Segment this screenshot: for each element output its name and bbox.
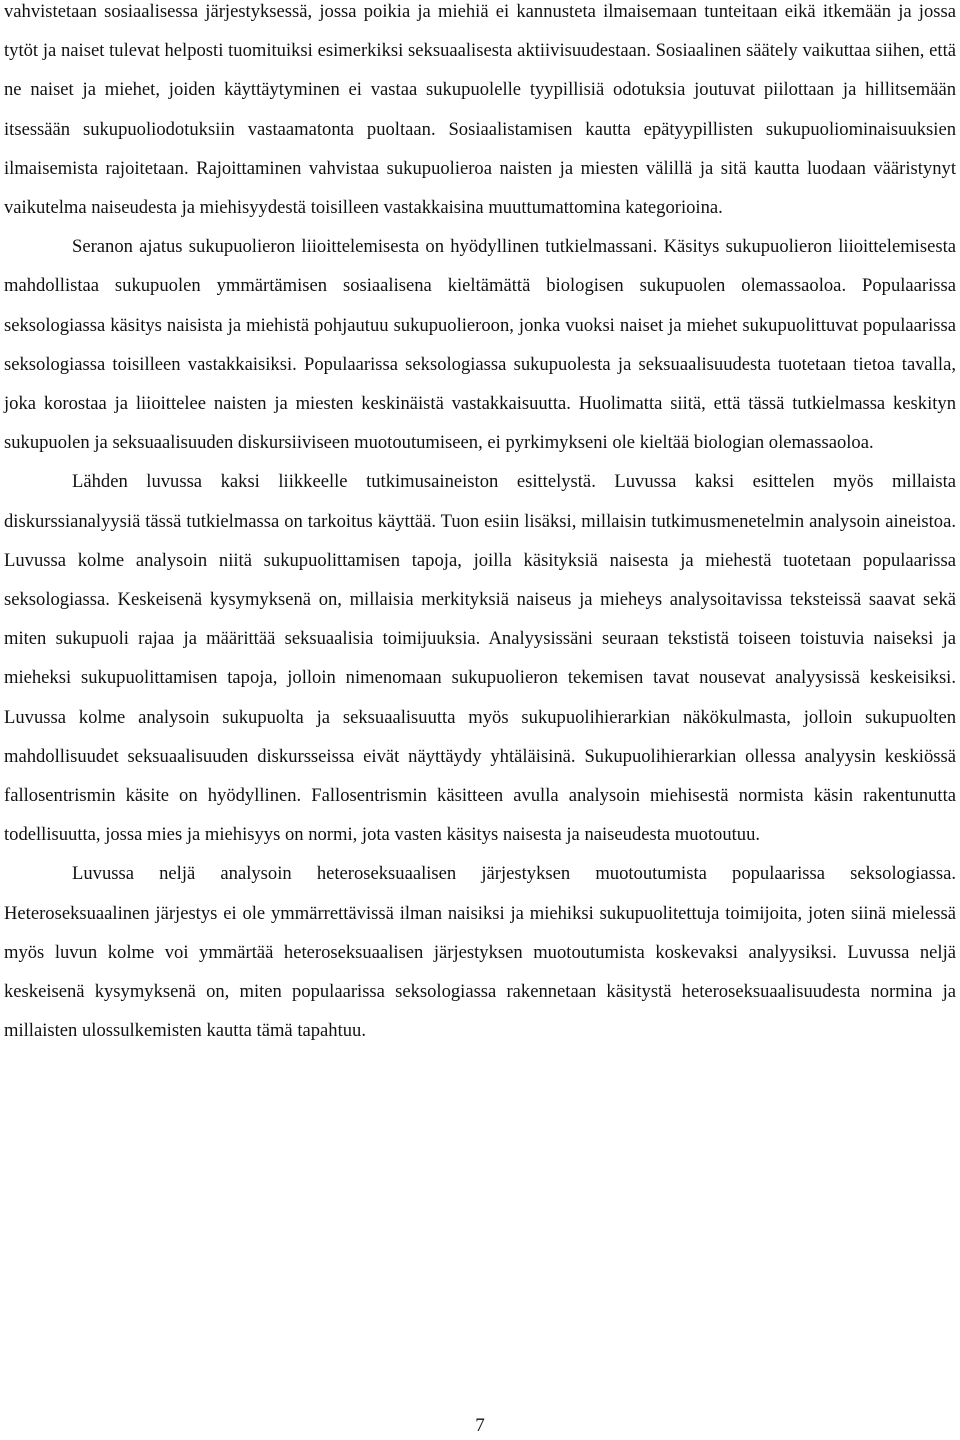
paragraph-serano: Seranon ajatus sukupuolieron liioittelemisesta on hyödyllinen tutkielmassani. Käsitys sukupuolieron liioittelemisesta mahdollistaa sukupuolen ymmärtämisen sosiaalisena kieltämättä biologisen sukupuolen olemassaoloa. Populaarissa seksologiassa käsitys naisista ja miehistä pohjautuu sukupuolieroon, jonka vuoksi naiset ja miehet sukupuolittuvat populaarissa seksologiassa toisilleen vastakkaisiksi. Populaarissa seksologiassa sukupuolesta ja seksuaalisuudesta tuotetaan tietoa tavalla, joka korostaa ja liioittelee naisten ja miesten keskinäistä vastakkaisuutta. Huolimatta siitä, että tässä tutkielmassa keskityn sukupuolen ja seksuaalisuuden diskursiiviseen muotoutumiseen, ei pyrkimykseni ole kieltää biologian olemassaoloa.	[4, 236, 956, 454]
body-text	[4, 0, 956, 1050]
paragraph-continued: vahvistetaan sosiaalisessa järjestyksessä, jossa poikia ja miehiä ei kannusteta ilmaisemaan tunteitaan eikä itkemään ja jossa tytöt ja naiset tulevat helposti tuomituiksi esimerkiksi seksuaalisesta aktiivisuudestaan. Sosiaalinen säätely vaikuttaa siihen, että ne naiset ja miehet, joiden käyttäytyminen ei vastaa sukupuolelle tyypillisiä odotuksia joutuvat piilottaan ja hillitsemään itsessään sukupuoliodotuksiin vastaamatonta puoltaan. Sosiaalistamisen kautta epätyypillisten sukupuoliominaisuuksien ilmaisemista rajoitetaan. Rajoittaminen vahvistaa sukupuolieroa naisten ja miesten välillä ja sitä kautta luodaan vääristynyt vaikutelma naiseudesta ja miehisyydestä toisilleen vastakkaisina muuttumattomina kategorioina.	[4, 1, 956, 219]
page-number: 7	[475, 1415, 485, 1436]
paragraph-chapter-four: Luvussa neljä analysoin heteroseksuaalisen järjestyksen muotoutumista populaarissa seksologiassa. Heteroseksuaalinen järjestys ei ole ymmärrettävissä ilman naisiksi ja miehiksi sukupuolitettuja toimijoita, joten siinä mielessä myös luvun kolme voi ymmärtää heteroseksuaalisen järjestyksen muotoutumista koskevaksi analyysiksi. Luvussa neljä keskeisenä kysymyksenä on, miten populaarissa seksologiassa rakennetaan käsitystä heteroseksuaalisuudesta normina ja millaisten ulossulkemisten kautta tämä tapahtuu.	[4, 863, 956, 1042]
paragraph-chapter-two-three: Lähden luvussa kaksi liikkeelle tutkimusaineiston esittelystä. Luvussa kaksi esittelen myös millaista diskurssianalyysiä tässä tutkielmassa on tarkoitus käyttää. Tuon esiin lisäksi, millaisin tutkimusmenetelmin analysoin aineistoa. Luvussa kolme analysoin niitä sukupuolittamisen tapoja, joilla käsityksiä naisesta ja miehestä tuotetaan populaarissa seksologiassa. Keskeisenä kysymyksenä on, millaisia merkityksiä naiseus ja mieheys analysoitavissa teksteissä saavat sekä miten sukupuoli rajaa ja määrittää seksuaalisia toimijuuksia. Analyysissäni seuraan tekstistä toiseen toistuvia naiseksi ja mieheksi sukupuolittamisen tapoja, jolloin nimenomaan sukupuolieron tekemisen tavat nousevat analyysissä keskeisiksi. Luvussa kolme analysoin sukupuolta ja seksuaalisuutta myös sukupuolihierarkian näkökulmasta, jolloin sukupuolten mahdollisuudet seksuaalisuuden diskursseissa eivät näyttäydy yhtäläisinä. Sukupuolihierarkian ollessa analyysin keskiössä fallosentrismin käsite on hyödyllinen. Fallosentrismin käsitteen avulla analysoin miehisestä normista käsin rakentunutta todellisuutta, jossa mies ja miehisyys on normi, jota vasten käsitys naisesta ja naiseudesta muotoutuu.	[4, 471, 956, 846]
